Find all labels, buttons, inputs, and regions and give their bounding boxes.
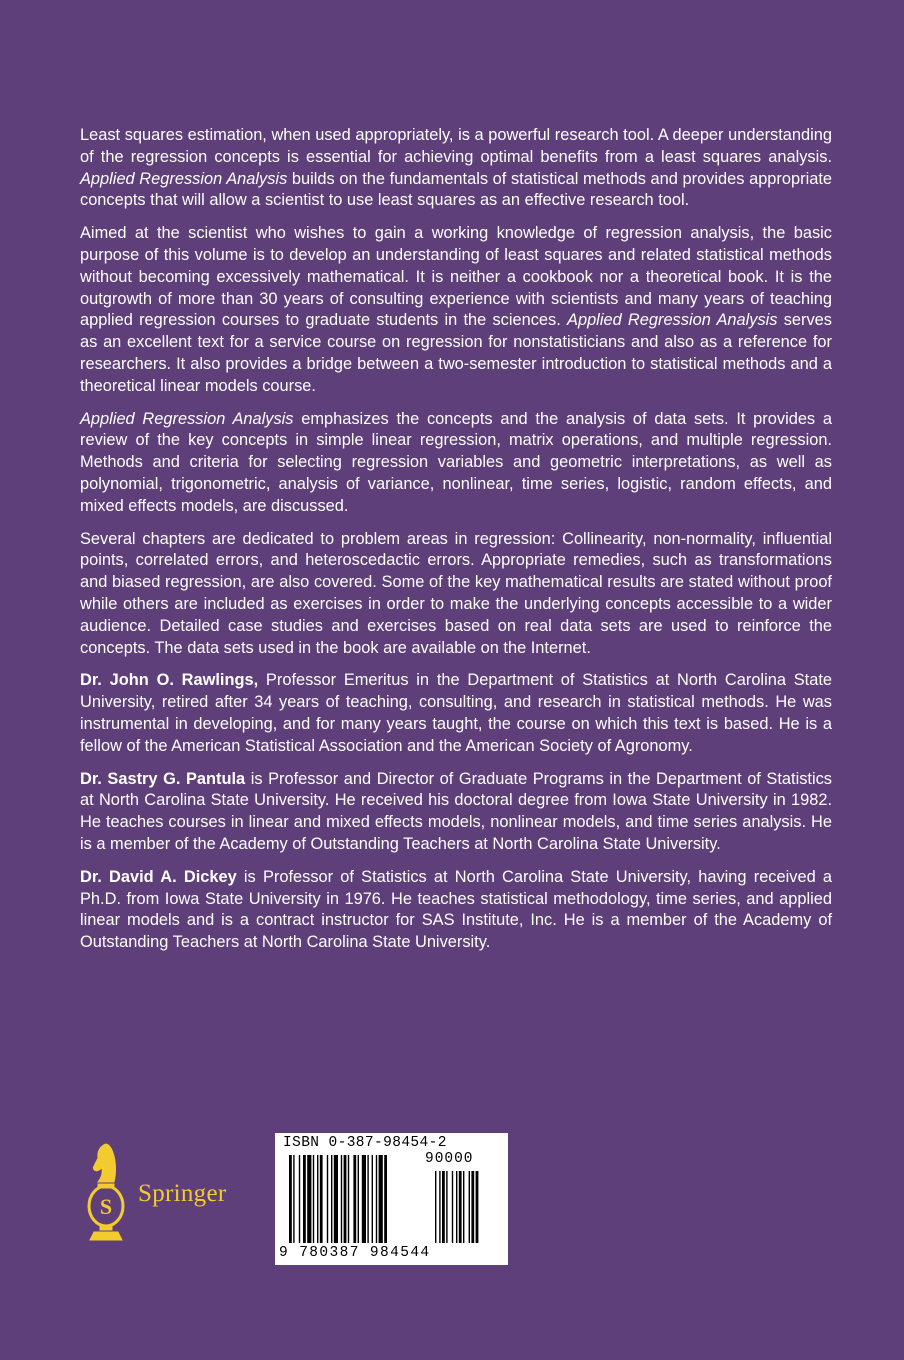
price-code: 90000 — [425, 1151, 474, 1167]
paragraph-problem-areas: Several chapters are dedicated to problem areas in regression: Collinearity, non-normality, influential points, correlated errors, and heteroscedactic errors. Appropriate remedies, such as transformations and biased regression, are also covered. Some of the key mathematical results are stated without proof while others are included as exercises in order to make the underlying concepts accessible to a wider audience. Detailed case studies and exercises based on real data sets are used to reinforce the concepts. The data sets used in the book are available on the Internet. — [80, 529, 832, 657]
publisher-name: Springer — [138, 1180, 227, 1207]
svg-text:S: S — [99, 1194, 113, 1219]
paragraph-topics: Applied Regression Analysis emphasizes the concepts and the analysis of data sets. It provides a review of the key concepts in simple linear regression, matrix operations, and multiple regression. Methods and criteria for selecting regression variables and geometric interpretations, as well as polynomial, trigonometric, analysis of variance, nonlinear, time series, logistic, random effects, and mixed effects models, are discussed. — [80, 409, 832, 515]
paragraph-purpose: Aimed at the scientist who wishes to gain a working knowledge of regression analysis, the basic purpose of this volume is to develop an understanding of least squares and related statistical methods without becoming excessively mathematical. It is neither a cookbook nor a theoretical book. It is the outgrowth of more than 30 years of consulting experience with scientists and many years of teaching applied regression courses to graduate students in the sciences. Applied Regression Analysis serves as an excellent text for a service course on regression for nonstatisticians and also as a reference for researchers. It also provides a bridge between a two-semester introduction to statistical methods and a theoretical linear models course. — [80, 224, 832, 395]
book-title: Applied Regression Analysis — [567, 311, 778, 330]
back-cover-text — [80, 125, 832, 965]
book-title: Applied Regression Analysis — [80, 169, 288, 188]
author-name: Dr. David A. Dickey — [80, 867, 237, 886]
author-name: Dr. John O. Rawlings, — [80, 671, 259, 690]
paragraph-intro: Least squares estimation, when used appropriately, is a powerful research tool. A deeper understanding of the regression concepts is essential for achieving optimal benefits from a least squares analysis. Applied Regression Analysis builds on the fundamentals of statistical methods and provides appropriate concepts that will allow a scientist to use least squares as an effective research tool. — [80, 126, 832, 210]
author-name: Dr. Sastry G. Pantula — [80, 769, 246, 788]
author-bio-rawlings: Dr. John O. Rawlings, Professor Emeritus in the Department of Statistics at North Carolina State University, retired after 34 years of teaching, consulting, and research in statistical methods. He was instrumental in developing, and for many years taught, the course on which this text is based. He is a fellow of the American Statistical Association and the American Society of Agronomy. — [80, 671, 832, 755]
isbn-number: ISBN 0-387-98454-2 — [283, 1135, 447, 1151]
isbn-barcode — [275, 1133, 508, 1265]
author-bio-dickey: Dr. David A. Dickey is Professor of Statistics at North Carolina State University, having received a Ph.D. from Iowa State University in 1976. He teaches statistical methodology, time series, and applied linear models and is a contract instructor for SAS Institute, Inc. He is a member of the Academy of Outstanding Teachers at North Carolina State University. — [80, 867, 832, 952]
book-title: Applied Regression Analysis — [80, 409, 294, 428]
author-bio-pantula: Dr. Sastry G. Pantula is Professor and Director of Graduate Programs in the Department of Statistics at North Carolina State University. He received his doctoral degree from Iowa State University in 1982. He teaches courses in linear and mixed effects models, nonlinear models, and time series analysis. He is a member of the Academy of Outstanding Teachers at North Carolina State University. — [80, 769, 832, 853]
ean-digits: 9 780387 984544 — [279, 1245, 431, 1261]
